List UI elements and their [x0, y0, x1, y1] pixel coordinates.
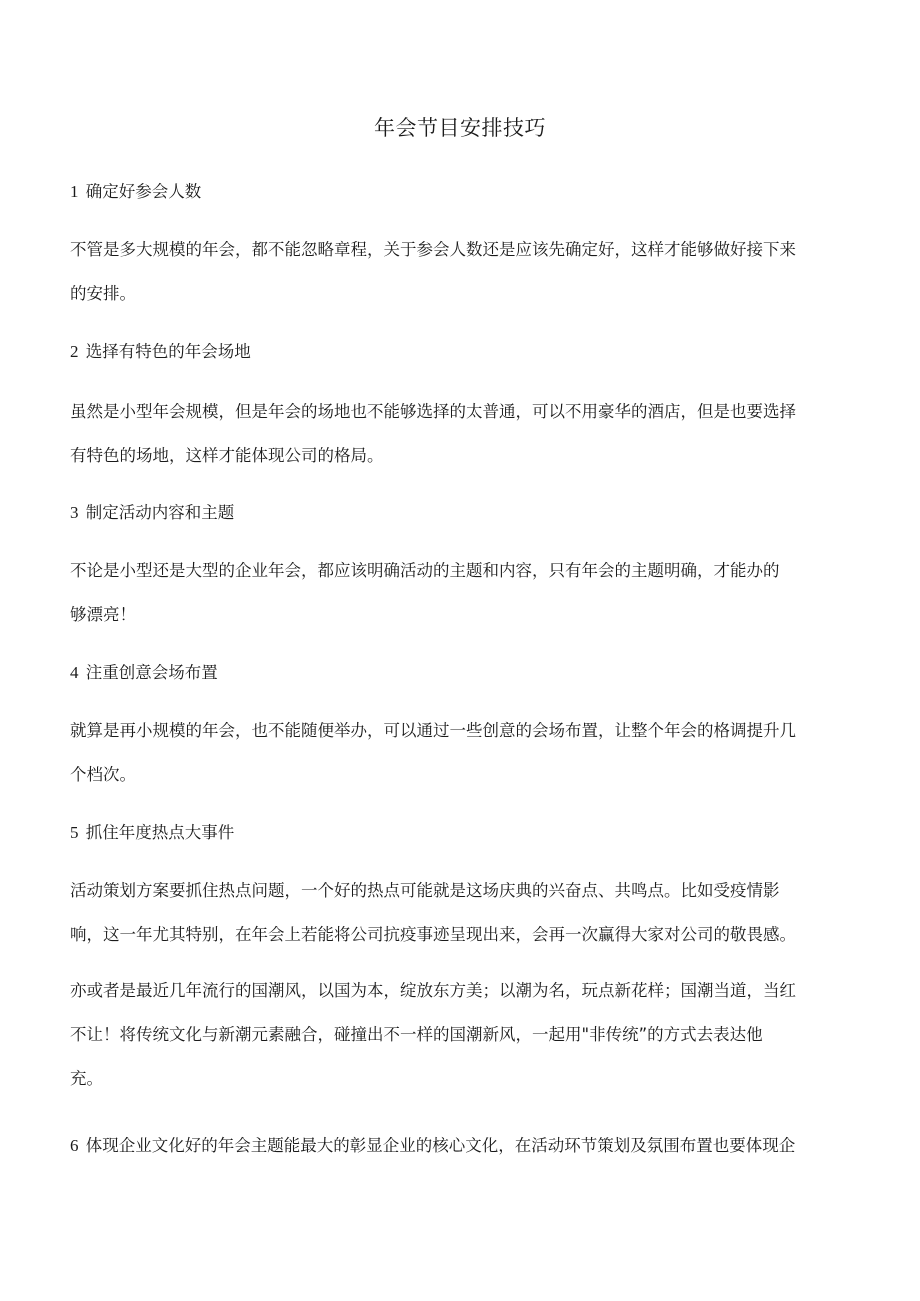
section-number: 6 [70, 1136, 79, 1155]
paragraph-line: 充。 [70, 1069, 103, 1088]
section-heading-1 [70, 170, 830, 214]
paragraph [70, 228, 830, 316]
paragraph-line: 亦或者是最近几年流行的国潮风，以国为本，绽放东方美；以潮为名，玩点新花样；国潮当道，当红 [70, 981, 796, 1000]
paragraph-line: 就算是再小规模的年会，也不能随便举办，可以通过一些创意的会场布置，让整个年会的格调提升几 [70, 721, 796, 740]
paragraph [70, 390, 830, 478]
paragraph-line: 不让！将传统文化与新潮元素融合，碰撞出不一样的国潮新风，一起用"非传统”的方式去表达他 [70, 1025, 763, 1044]
paragraph-line: 响，这一年尤其特别，在年会上若能将公司抗疫事迹呈现出来，会再一次赢得大家对公司的敬畏感。 [70, 925, 796, 944]
paragraph-line: 有特色的场地，这样才能体现公司的格局。 [70, 446, 384, 465]
paragraph [70, 869, 830, 957]
section-heading-3 [70, 491, 830, 535]
section-heading-text: 制定活动内容和主题 [85, 503, 235, 522]
paragraph [70, 969, 830, 1101]
section-heading-5 [70, 811, 830, 855]
section-number: 2 [70, 342, 79, 361]
paragraph-line: 个档次。 [70, 765, 136, 784]
paragraph-line: 不论是小型还是大型的企业年会，都应该明确活动的主题和内容，只有年会的主题明确，才能办的 [70, 561, 780, 580]
section-heading-4 [70, 651, 830, 695]
paragraph-line: 不管是多大规模的年会，都不能忽略章程，关于参会人数还是应该先确定好，这样才能够做好接下来 [70, 240, 796, 259]
document-title: 年会节目安排技巧 [374, 116, 546, 140]
paragraph-line: 的安排。 [70, 284, 136, 303]
section-number: 3 [70, 503, 79, 522]
section-heading-2 [70, 330, 830, 374]
section-heading-text: 抓住年度热点大事件 [85, 823, 235, 842]
section-number: 1 [70, 182, 79, 201]
paragraph-line: 虽然是小型年会规模，但是年会的场地也不能够选择的太普通，可以不用豪华的酒店，但是也要选择 [70, 402, 796, 421]
section-number: 5 [70, 823, 79, 842]
section-heading-text: 注重创意会场布置 [85, 663, 218, 682]
paragraph [70, 709, 830, 797]
section-number: 4 [70, 663, 79, 682]
paragraph-line: 活动策划方案要抓住热点问题，一个好的热点可能就是这场庆典的兴奋点、共鸣点。比如受疫情影 [70, 881, 780, 900]
paragraph-line: 够漂亮！ [70, 605, 136, 624]
section-heading-6 [70, 1124, 830, 1168]
paragraph [70, 549, 830, 637]
section-heading-text: 确定好参会人数 [85, 182, 202, 201]
section-heading-text: 体现企业文化好的年会主题能最大的彰显企业的核心文化，在活动环节策划及氛围布置也要体现企 [85, 1136, 796, 1155]
section-heading-text: 选择有特色的年会场地 [85, 342, 251, 361]
